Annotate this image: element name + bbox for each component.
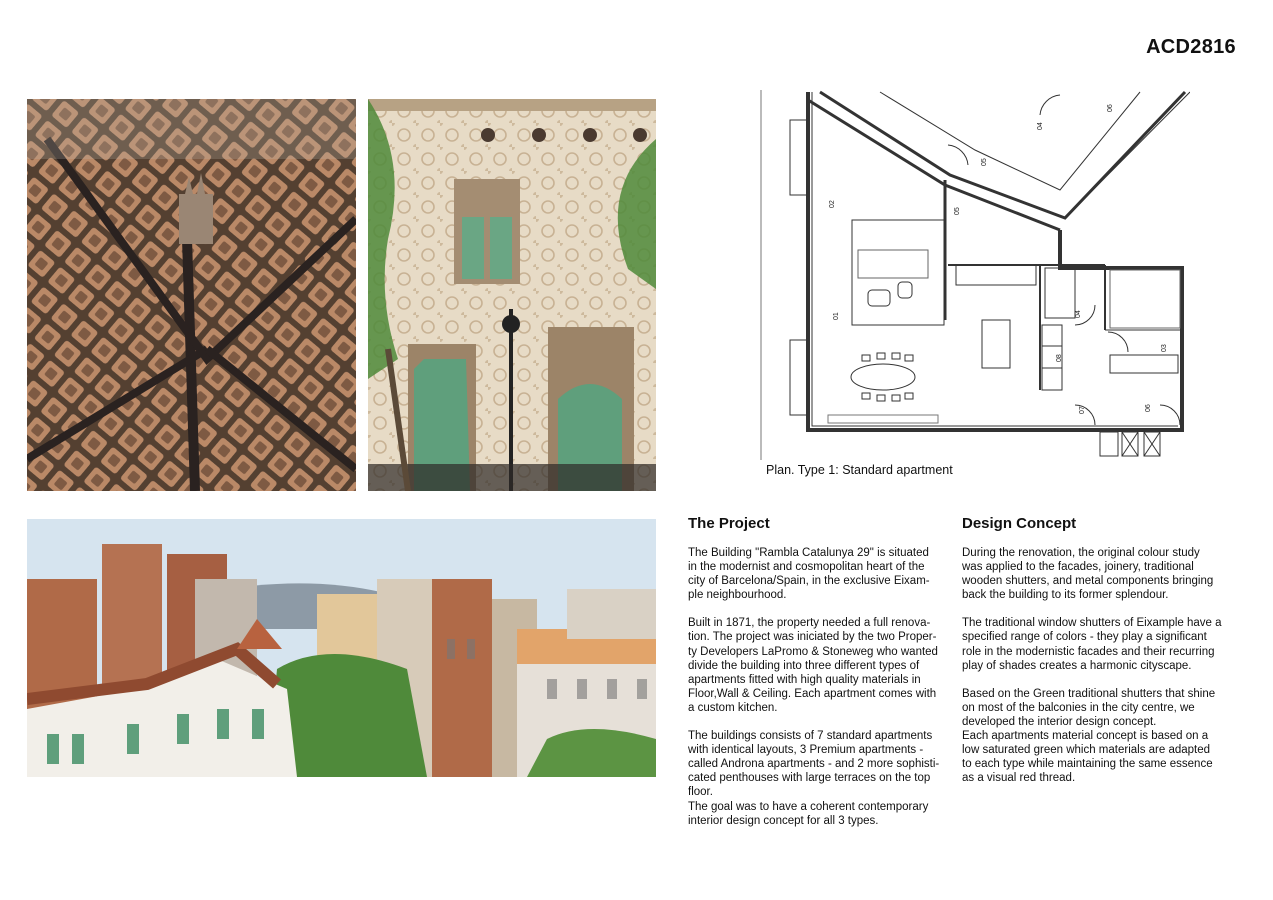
room-label: 05 [954, 207, 961, 215]
project-paragraph: Built in 1871, the property needed a full renova- tion. The project was iniciated by the two Proper- ty Developers LaPromo & Stoneweg who wanted divide the building into three different types of apartments fitted with high quality materials in Floor,Wall & Ceiling. Each apartment comes with a custom kitchen. [688, 617, 938, 714]
design-concept-section [962, 515, 1227, 785]
room-label: 01 [833, 312, 840, 320]
room-label: 07 [1079, 406, 1086, 414]
room-label: 05 [981, 158, 988, 166]
room-label: 06 [1145, 404, 1152, 412]
project-heading: The Project [688, 515, 770, 532]
floor-plan [760, 90, 1190, 460]
project-paragraph: The Building "Rambla Catalunya 29" is situated in the modernist and cosmopolitan heart of the city of Barcelona/Spain, in the exclusive Eixam- ple neighbourhood. [688, 547, 930, 602]
concept-paragraph: During the renovation, the original colour study was applied to the facades, joinery, traditional wooden shutters, and metal components bringing back the building to its former splendour. [962, 547, 1214, 602]
room-label: 06 [1107, 104, 1114, 112]
project-section [688, 515, 953, 828]
concept-paragraph: Based on the Green traditional shutters that shine on most of the balconies in the city centre, we developed the interior design concept. Each apartments material concept is based on a low saturated green which materials are adapted to each type while maintaining the same essence as a visual red thread. [962, 687, 1216, 785]
street-photo [27, 519, 656, 777]
room-label: 08 [1056, 354, 1063, 362]
concept-heading: Design Concept [962, 515, 1077, 532]
aerial-photo [27, 99, 356, 491]
room-label: 04 [1037, 122, 1044, 130]
facade-photo [368, 99, 656, 491]
project-code: ACD2816 [1146, 36, 1236, 58]
room-label: 03 [1161, 344, 1168, 352]
room-label: 04 [1075, 310, 1082, 318]
room-label: 02 [829, 200, 836, 208]
concept-paragraph: The traditional window shutters of Eixample have a specified range of colors - they play a significant role in the modernistic facades and their recurring play of shades creates a harmonic cityscape. [962, 617, 1222, 672]
plan-caption: Plan. Type 1: Standard apartment [766, 463, 953, 477]
project-paragraph: The buildings consists of 7 standard apartments with identical layouts, 3 Premium apartments - called Androna apartments - and 2 more sophisti- cated penthouses with large terraces on the top floor. The goal was to have a coherent contemporary interior design concept for all 3 types. [688, 730, 940, 827]
